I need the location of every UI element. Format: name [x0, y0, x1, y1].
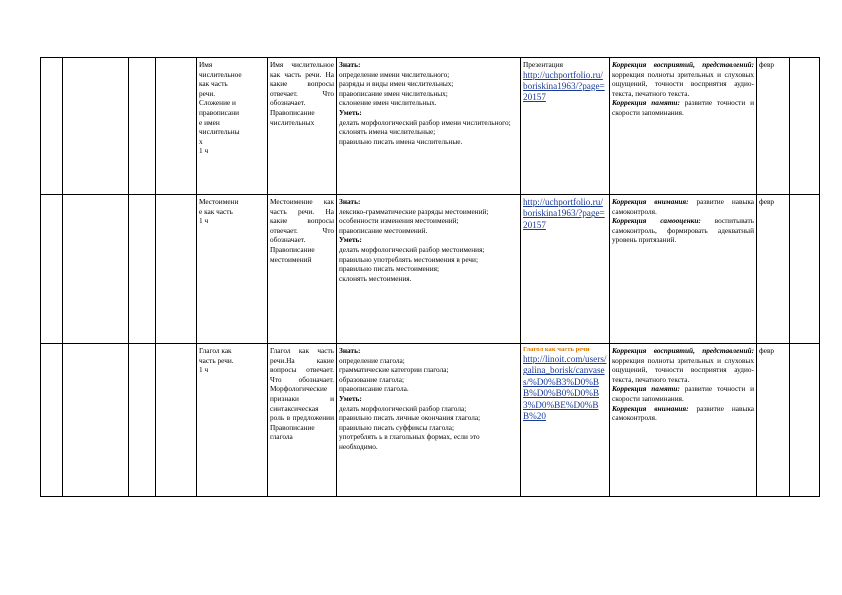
know-label: Знать: — [339, 197, 361, 206]
month-cell — [757, 344, 790, 497]
correction-cell — [610, 344, 757, 497]
topic-line: числительное — [199, 69, 242, 79]
topic-cell — [197, 58, 268, 195]
cell-blank — [156, 344, 197, 497]
cell-date — [129, 344, 156, 497]
can-item: правильно писать местоимения; — [339, 264, 439, 274]
correction-text: развитие точности и скорости запоминания. — [612, 384, 755, 403]
can-item: правильно писать имена числительные. — [339, 136, 463, 146]
topic-line: е как часть — [199, 206, 233, 216]
topic-line: как часть — [199, 79, 228, 89]
month-label: февр — [759, 346, 775, 355]
month-cell — [757, 58, 790, 195]
month-cell — [757, 195, 790, 344]
can-item: правильно употреблять местоимения в речи; — [339, 254, 478, 264]
correction-cell — [610, 195, 757, 344]
can-label: Уметь: — [339, 235, 362, 245]
cell-number — [41, 344, 63, 497]
month-label: февр — [759, 60, 775, 69]
can-item: склонять имена числительные; — [339, 127, 436, 137]
topic-cell — [197, 195, 268, 344]
topic-line: Сложение и — [199, 98, 236, 108]
resource-cell — [521, 344, 610, 497]
correction-text: воспитывать самоконтроль, формировать адекватный уровень притязаний. — [612, 216, 754, 245]
know-item: определение глагола; — [339, 355, 405, 365]
question-text: Имя числительное как часть речи. На какие вопросы отвечает. Что обозначает. Правописание числительных — [270, 60, 334, 127]
question-cell — [268, 344, 337, 497]
can-item: правильно писать личные окончания глагола; — [339, 413, 481, 423]
resource-link[interactable]: http://uchportfolio.ru/boriskina1963/?page=20157 — [523, 197, 605, 230]
topic-cell — [197, 344, 268, 497]
correction-label: Коррекция памяти: — [612, 384, 680, 394]
cell-section — [63, 195, 129, 344]
know-item: правописание местоимений. — [339, 225, 428, 235]
can-label: Уметь: — [339, 393, 362, 403]
cell-notes — [790, 58, 820, 195]
cell-number — [41, 195, 63, 344]
know-item: образование глагола; — [339, 374, 404, 384]
resource-link[interactable]: http://linoit.com/users/galina_borisk/canvases/%D0%B3%D0%BB%D0%B0%D0%B3%D0%BE%D0%BB%20 — [523, 354, 607, 422]
lesson-plan-table — [40, 57, 820, 497]
table-row — [41, 58, 820, 195]
know-item: грамматические категории глагола; — [339, 365, 449, 375]
correction-text: развитие точности и скорости запоминания. — [612, 98, 755, 117]
month-label: февр — [759, 197, 775, 206]
topic-hours: 1 ч — [199, 365, 209, 375]
cell-blank — [156, 195, 197, 344]
cell-date — [129, 195, 156, 344]
can-item: правильно писать суффиксы глагола; — [339, 422, 455, 432]
know-item: разряды и виды имен числительных; — [339, 79, 454, 89]
know-item: правописание глагола. — [339, 384, 409, 394]
know-label: Знать: — [339, 346, 361, 355]
knowledge-cell — [337, 195, 521, 344]
correction-label: Коррекция внимания: — [612, 197, 689, 206]
topic-line: е имен — [199, 117, 220, 127]
knowledge-cell — [337, 58, 521, 195]
resource-cell — [521, 58, 610, 195]
correction-cell — [610, 58, 757, 195]
topic-hours: 1 ч — [199, 216, 209, 226]
cell-blank — [156, 58, 197, 195]
can-item: делать морфологический разбор глагола; — [339, 403, 467, 413]
can-item: делать морфологический разбор местоимения; — [339, 244, 485, 254]
correction-text: развитие навыка самоконтроля. — [612, 197, 754, 216]
can-item: склонять местоимения. — [339, 273, 412, 283]
topic-line: Местоимени — [199, 197, 239, 206]
question-text: Глагол как часть речи.На какие вопросы отвечает. Что обозначает. Морфологические признаки и синтаксическая роль в предложении Правописание глагола — [270, 346, 334, 442]
correction-label: Коррекция восприятий, представлений: — [612, 346, 754, 355]
resource-cell — [521, 195, 610, 344]
resource-title: Глагол как часть речи — [523, 346, 590, 353]
topic-line: правописани — [199, 107, 240, 117]
table-row — [41, 344, 820, 497]
topic-hours: 1 ч — [199, 146, 209, 156]
resource-prefix: Презентация — [523, 60, 563, 69]
knowledge-cell — [337, 344, 521, 497]
know-item: особенности изменения местоимений; — [339, 216, 459, 226]
can-item: употреблять ь в глагольных формах, если это необходимо. — [339, 432, 480, 451]
correction-text: коррекция полноты зрительных и слуховых ощущений, точности восприятия аудио-текста, печатного текста. — [612, 355, 754, 384]
correction-text: развитие навыка самоконтроля. — [612, 403, 754, 423]
correction-label: Коррекция внимания: — [612, 403, 689, 413]
can-item: делать морфологический разбор имени числительного; — [339, 117, 511, 127]
cell-section — [63, 344, 129, 497]
know-label: Знать: — [339, 60, 361, 69]
resource-link[interactable]: http://uchportfolio.ru/boriskina1963/?page=20157 — [523, 69, 605, 103]
topic-line: х — [199, 136, 203, 146]
question-cell — [268, 195, 337, 344]
topic-line: речи. — [199, 88, 216, 98]
know-item: лексико-грамматические разряды местоимений; — [339, 206, 489, 216]
know-item: определение имени числительного; — [339, 69, 450, 79]
topic-line: часть речи. — [199, 355, 234, 365]
cell-notes — [790, 344, 820, 497]
know-item: склонение имен числительных. — [339, 98, 437, 108]
question-text: Местоимение как часть речи. На какие вопросы отвечает. Что обозначает. Правописание местоимений — [270, 197, 334, 264]
topic-line: Имя — [199, 60, 213, 69]
correction-label: Коррекция самооценки: — [612, 216, 701, 226]
topic-line: Глагол как — [199, 346, 232, 355]
cell-date — [129, 58, 156, 195]
topic-line: числительны — [199, 127, 240, 137]
cell-number — [41, 58, 63, 195]
know-item: правописание имен числительных; — [339, 88, 448, 98]
correction-text: коррекция полноты зрительных и слуховых ощущений, точности восприятия аудио-текста, печатного текста. — [612, 69, 754, 98]
correction-label: Коррекция памяти: — [612, 98, 680, 108]
cell-section — [63, 58, 129, 195]
table-row — [41, 195, 820, 344]
can-label: Уметь: — [339, 107, 362, 117]
question-cell — [268, 58, 337, 195]
cell-notes — [790, 195, 820, 344]
correction-label: Коррекция восприятий, представлений: — [612, 60, 754, 69]
